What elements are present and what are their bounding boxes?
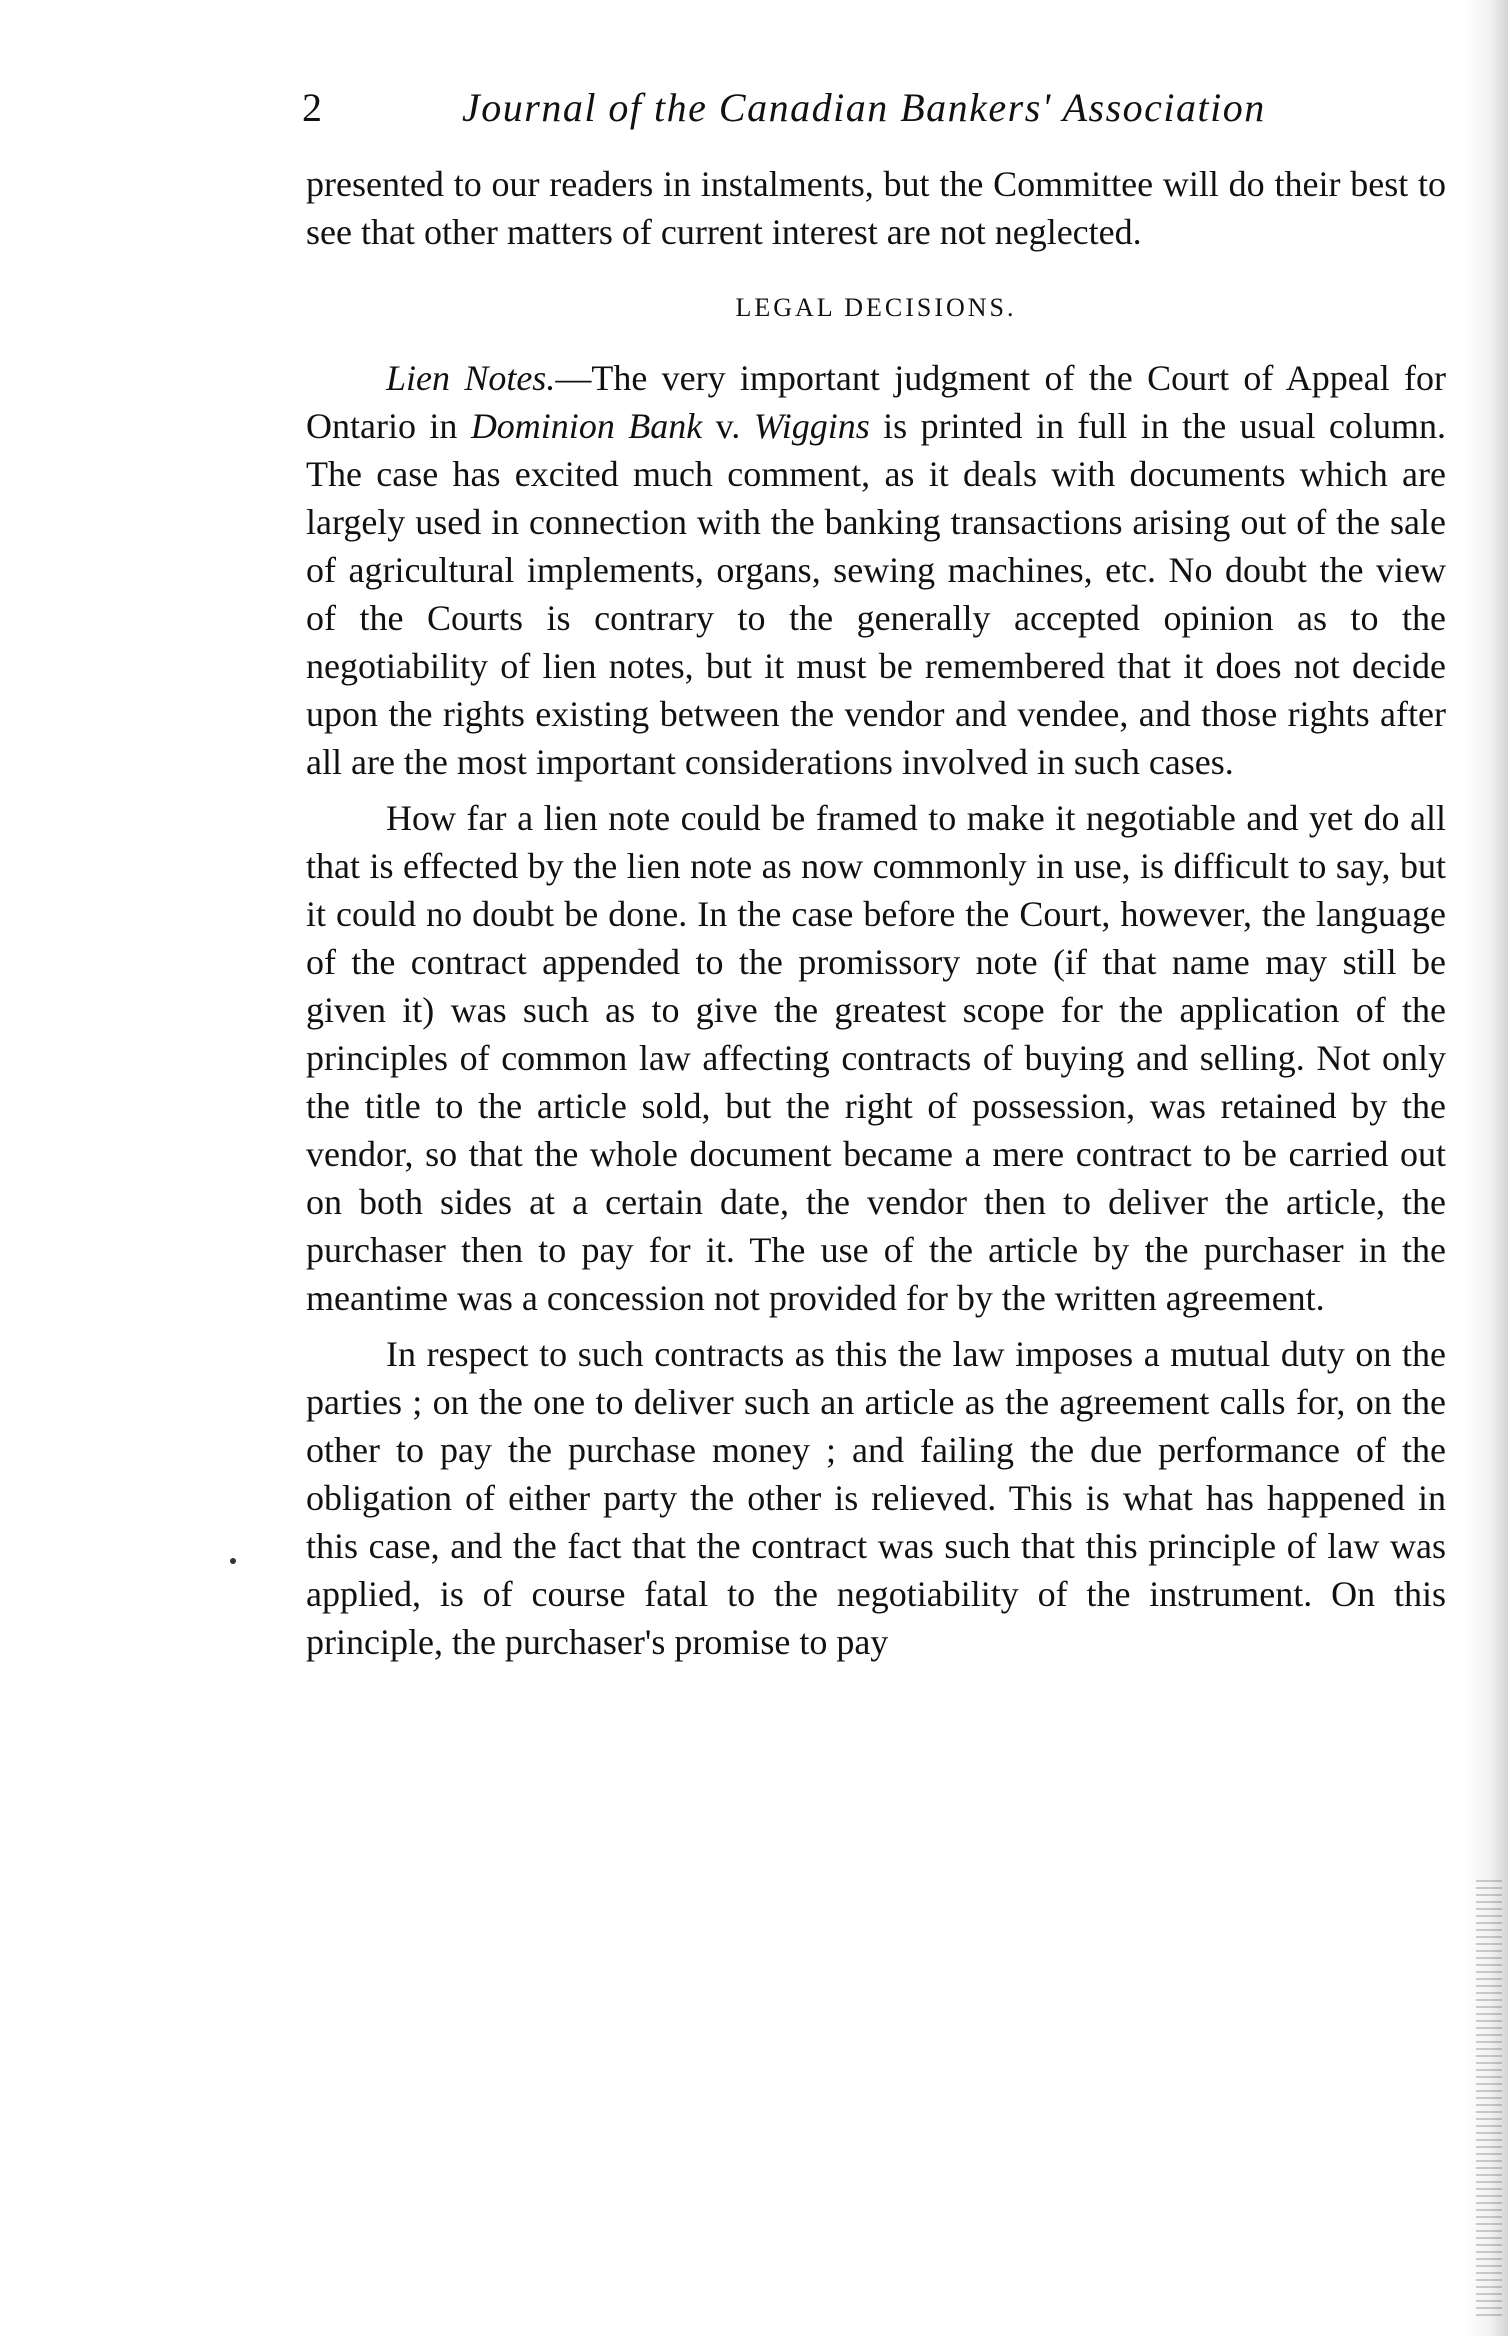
section-heading: LEGAL DECISIONS. — [735, 293, 1017, 322]
case-name-defendant: Wiggins — [753, 406, 870, 446]
running-title: Journal of the Canadian Bankers' Association — [462, 85, 1266, 130]
case-name-plaintiff: Dominion Bank — [470, 406, 703, 446]
paragraph-negotiability: How far a lien note could be framed to make it negotiable and yet do all that is effected by the lien note as now commonly in use, is difficult to say, but it could no doubt be done. In the case before the Court, however, the language of the contract appended to the promissory note (if that name may still be given it) was such as to give the greatest scope for the application of the principles of common law affecting contracts of buying and selling. Not only the title to the article sold, but the right of possession, was retained by the vendor, so that the whole document became a mere contract to be carried out on both sides at a certain date, the vendor then to deliver the article, the purchaser then to pay for it. The use of the article by the purchaser in the meantime was a concession not provided for by the written agreement. — [306, 798, 1446, 1318]
paragraph-lien-notes — [306, 354, 1446, 786]
running-header — [302, 78, 1302, 138]
intro-paragraph: presented to our readers in instalments, but the Committee will do their best to see that other matters of current interest are not neglected. — [306, 164, 1446, 252]
body-text — [306, 160, 1446, 1666]
page-edge-speckle — [1476, 1880, 1502, 2320]
page-number: 2 — [302, 85, 322, 130]
paragraph-spacer — [306, 786, 1446, 794]
paragraph-text: —The very important judgment of the Court of Appeal for Ontario in — [306, 358, 1446, 446]
case-versus: v. — [702, 406, 754, 446]
margin-dot — [230, 1558, 236, 1564]
paragraph-mutual-duty: In respect to such contracts as this the law imposes a mutual duty on the parties ; on the one to deliver such an article as the agreement calls for, on the other to pay the purchase money ; and failing the due performance of the obligation of either party the other is relieved. This is what has happened in this case, and the fact that the contract was such that this principle of law was applied, is of course fatal to the negotiability of the instrument. On this principle, the purchaser's promise to pay — [306, 1334, 1446, 1662]
paragraph-lead: Lien Notes. — [386, 358, 556, 398]
paragraph-text: is printed in full in the usual column. The case has excited much comment, as it deals with documents which are largely used in connection with the banking transactions arising out of the sale of agricultural implements, organs, sewing machines, etc. No doubt the view of the Courts is contrary to the generally accepted opinion as to the negotiability of lien notes, but it must be remembered that it does not decide upon the rights existing between the vendor and vendee, and those rights after all are the most important considerations involved in such cases. — [306, 406, 1446, 782]
paragraph-spacer — [306, 1322, 1446, 1330]
